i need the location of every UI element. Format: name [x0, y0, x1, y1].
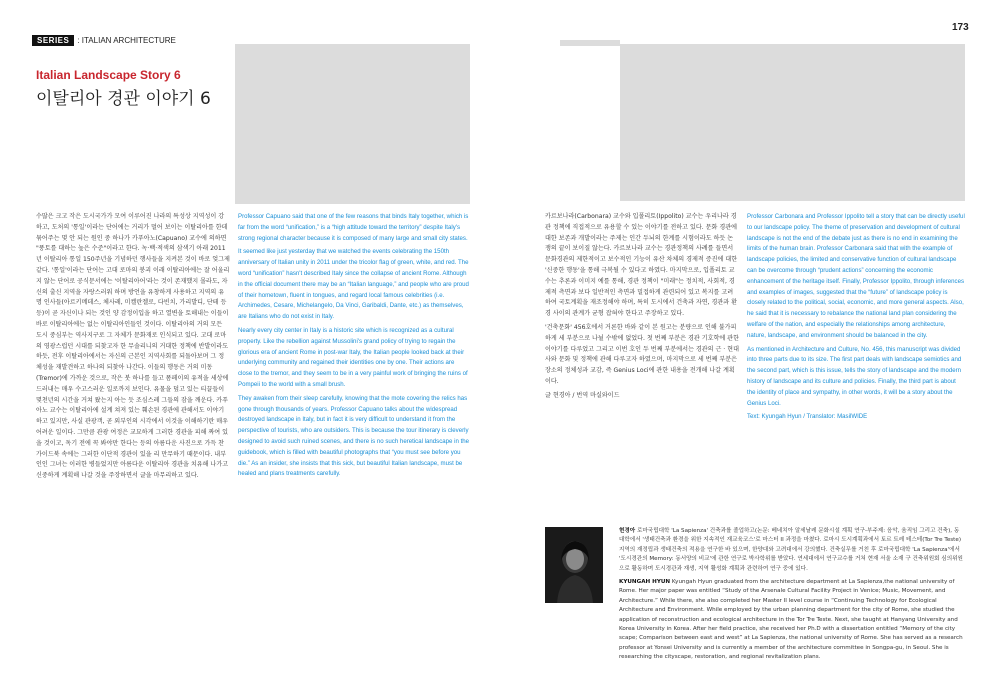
english-left-paragraph: Nearly every city center in Italy is a historic site which is recognized as a cultural property. Like the rebellion against Mussolini's grand policy of trying to regain the glorious era of ancient Rome in post-war Italy, the Italian people looked back at their underlying community and regained their identities one by one. Their actions are close to the tremor, and they seem to be in a very painful work of bringing the ruins of Pompeii to the world with a small brush.	[238, 326, 468, 388]
english-credit: Text: Kyungah Hyun / Translator: MasilWIDE	[747, 413, 868, 421]
korean-right-paragraph: '건축문화' 456호에서 거론한 바와 같이 본 원고는 분량으로 인해 불가피하게 세 부분으로 나뉠 수밖에 없었다. 첫 번째 부분은 경관 기호학에 관한 이야기를 다루었고 그리고 이번 호인 두 번째 부분에서는 경관의 근 · 현대사와 문화 및 정책에 관해 다루고자 하였으며, 마지막으로 세 번째 부분은 장소의 정체성과 교감, 즉 Genius Loci에 관한 내용을 전개해 나갈 계획이다.	[545, 323, 739, 385]
author-photo	[545, 527, 603, 603]
english-left-paragraph: It seemed like just yesterday that we watched the events celebrating the 150th anniversary of Italian unity in 2011 under the tricolor flag of green, white, and red. The word “unification” hasn't described Italy since the collapse of ancient Rome. Although in the official document there may be an “Italian language,” and people who are proud of their hometown, fluent in tongues, and regard local famous celebrities (i.e. Archimedes, Cesare, Michelangelo, Da Vinci, Garibaldi, Dante, etc.) as themselves, are Italians who do not exist in Italy.	[238, 248, 469, 321]
bio-english-name: KYUNGAH HYUN	[619, 579, 671, 586]
bio-korean-name: 현경아	[619, 528, 636, 534]
english-right-paragraph: As mentioned in Architecture and Culture, No. 456, this manuscript was divided into three parts due to its size. The first part deals with landscape semiotics and the second part, which is this issue, tells the story of landscape and the modern history of landscape and its culture and policies. Finally, the third part is about the identity of place and sympathy, in other words, it will be a story about the Genius Loci.	[747, 345, 962, 407]
bio-korean	[619, 527, 964, 574]
bio-english-text: Kyungah Hyun graduated from the architecture department at La Sapienza,the national university of Rome. Her major paper was entitled “Study of the Arsenale Cultural Facility Project in Venice; Music, Movement, and Architecture.” While there, she also completed her Master II level course in “Continuing Technology for Ecological Architecture and Environment. While employed by the urban planning department for the city of Rome, she studied the application of reconstruction and ecological architecture in the Tor Tre Teste. Next, she taught at Hanyang University and Korea University in Korea. After her field practice, she received her Ph.D with a dissertation entitled “Memory of the city scape; Comparison between east and west” at La Sapienza, the national university of Rome. She has served as a research professor at Yonsei University and is currently a member of the architecture committee in Songpa-gu, in Seoul. She is researching the cityscape, restoration, and regional revitalization plans.	[619, 579, 963, 661]
korean-credit: 글 현경아 / 번역 마실와이드	[545, 391, 620, 399]
author-portrait-icon	[545, 527, 603, 603]
series-header	[32, 34, 176, 46]
series-tag: SERIES	[32, 35, 74, 46]
korean-left-text: 수많은 크고 작은 도시국가가 모여 이루어진 나라의 특성상 지역성이 강하고, 도처의 '통일'이라는 단어에는 거리가 멀어 보이는 이탈리아를 한데 묶어주는 몇 안 되는 원인 중 하나가 카푸아노(Capuano) 교수에 의하면 "풍토를 대하는 높은 수준"이라고 한다. 녹·백·적색의 삼색기 아래 2011년 이탈리아 통일 150주년을 기념하던 행사들을 지켜본 것이 바로 엊그제 같다. '통일'이라는 단어는 고대 로마의 붕괴 이래 이탈리아에는 잘 어울리지 않는 단어로 공식문서에는 '이탈리아어'라는 것이 존재했지 몰라도, 자신의 출신 지역을 자랑스러워 하며 방언을 유창하게 사용하고 지역의 유명 인사들(아르키메데스, 체사레, 미켈란젤로, 다빈치, 가리발디, 단테 등등)이 곧 자신이나 되는 것인 양 감정이입을 하고 열변을 토해내는 이들이 바로 이탈리아에는 없는 이탈리아인들인 것이다. 이탈리아의 거의 모든 도시 중심부는 역사지구로 그 자체가 문화재로 인식되고 있다. 고대 로마의 영광스럽던 시대를 되찾고자 한 무솔리니의 거대한 정책에 반발이라도 하듯, 전후 이탈리아에서는 자신의 근본인 지역사회를 되돌아보며 그 정체성을 재발견하고 하나의 되찾아 나간다. 이들의 행동은 거의 미동(Tremor)에 가까운 것으로, 작은 붓 하나를 들고 폼페이의 유적을 세상에 드러내는 매우 수고스러운 일로까지 보인다. 유물을 덮고 있는 티끌들이 몇천년의 시간을 거쳐 왔는지 아는 듯 조심스레 그들의 잠을 깨운다. 카푸아노 교수는 이탈리아에 설계 쳐져 있는 훼손된 경관에 관해서도 이야기하고 있지만, 사실 관광객, 곧 외부인의 시각에서 이것을 이해하기란 매우 어려운 일이다. 그만큼 관광 여정은 교묘하게 그러한 경관을 피해 짜여 있을 것이고, 독기 전에 꼭 봐야만 한다는 등의 아름다운 사진으로 가득 찬 가이드북 속에는 그러한 이단적 경관이 있을 리 만무하기 때문이다. 내부인인 그녀는 이러한 병들었지만 아름다운 이탈리아 경관을 치유해 나가고 신중하게 계획해 나갈 것을 주장하면서 글을 마무리하고 있다.	[36, 213, 230, 480]
background-block-left	[235, 44, 470, 204]
column-english-left	[238, 212, 470, 557]
english-left-paragraph: They awaken from their sleep carefully, knowing that the mote covering the relics has gone through thousands of years. Professor Capuano talks about the widespread destroyed landscape in Italy, but in fact it is very difficult to understand it from the perspective of tourists, who are outsiders. This is because the tour itinerary is cleverly designed to avoid such ruined scenes, and there is no such heretical landscape in the guidebook, which is filled with beautiful photographs that “you must see before you die.” As an insider, she insists that this sick, but beautiful Italian landscape, must be healed and plans treatments carefully.	[238, 394, 470, 478]
series-name: : ITALIAN ARCHITECTURE	[77, 35, 176, 45]
background-block-right	[620, 44, 965, 201]
column-english-right	[747, 212, 965, 462]
author-bio	[619, 527, 964, 667]
title-english: Italian Landscape Story 6	[36, 68, 181, 82]
background-block-top	[560, 40, 620, 46]
page-number: 173	[952, 22, 969, 33]
korean-right-paragraph: 카르보나라(Carbonara) 교수와 입폴리토(Ippolito) 교수는 우리나라 경관 정책에 직접적으로 유용할 수 있는 이야기를 전하고 있다. 문화 경관에 대한 보존과 개발이라는 주제는 인간 두뇌의 한계를 시험이라도 하듯 논쟁의 끝이 보이질 않는다. 카르보나라 교수는 경관정책의 사례를 들면서 문화경관의 제한적이고 보수적인 기능이 유산 차체의 경제적 증진에 대한 '신중한 행동'을 통해 극복될 수 있다고 하였다. 마지막으로, 입폴리토 교수는 추론과 이미지 예를 통해, 경관 정책이 "미래"는 정치적, 사회적, 경제적 측면과 보다 일반적인 측면과 밀접하게 관련되어 있고 복지를 고려하여 국토계획을 재조정해야 하며, 특히 도시에서 건축과 자연, 경관과 환경 사이의 관계가 균형 잡혀야 한다고 주장하고 있다.	[545, 213, 738, 318]
column-korean-left	[36, 212, 230, 518]
column-korean-right	[545, 212, 739, 462]
bio-english	[619, 578, 964, 663]
title-korean: 이탈리아 경관 이야기 6	[36, 89, 211, 109]
english-right-paragraph: Professor Carbonara and Professor Ippolito tell a story that can be directly useful to our landscape policy. The theme of preservation and development of cultural landscape is not the end of the debate just as there is no end in examining the limits of the human brain. Professor Carbonara said that with the example of landscape policies, the limited and conservative function of cultural landscape can be overcome through “prudent actions” concerning the economic enhancement of the heritage itself. Finally, Professor Ippolito, through inferences and examples of images, suggested that the “future” of landscape policy is closely related to the political, social, economic, and more general aspects. Also, he said that it is necessary to rebalance the national land plan considering the welfare of the nation, and especially the relationships among architecture, nature, landscape, and environment should be balanced in the city.	[747, 213, 965, 339]
english-left-paragraph: Professor Capuano said that one of the few reasons that binds Italy together, which is far from the word “unification,” is a “high attitude toward the territory” despite Italy's strong regional character because it is composed of many large and small city states.	[238, 213, 469, 242]
bio-korean-text: 로마국립대학 'La Sapienza' 건축과를 졸업하고(논문: 베네치아 알세날레 문화시설 계획 연구-부주제: 음악, 움직임 그리고 건축), 동대학에서 '생태건축과 환경을 위한 지속적인 재교육코스'로 마스터 II 과정을 마쳤다. 로마시 도시계획과에서 토르 트레 테스테(Tor Tre Teste) 지역의 재정립과 생태건축의 적용을 연구한 바 있으며, 한양대와 고려대에서 강의했다. 건축실무를 거친 후 로마국립대학 'La Sapienza'에서 '도시경관의 Memory: 동서양의 비교'에 관한 연구로 박사학위를 받았다. 연세대에서 연구교수를 거쳐 현재 서울 소재 구 건축위원회 심의위원으로 활동하며 도시경관과 재생, 지역 활성화 계획과 관련하여 연구 중에 있다.	[619, 528, 963, 572]
